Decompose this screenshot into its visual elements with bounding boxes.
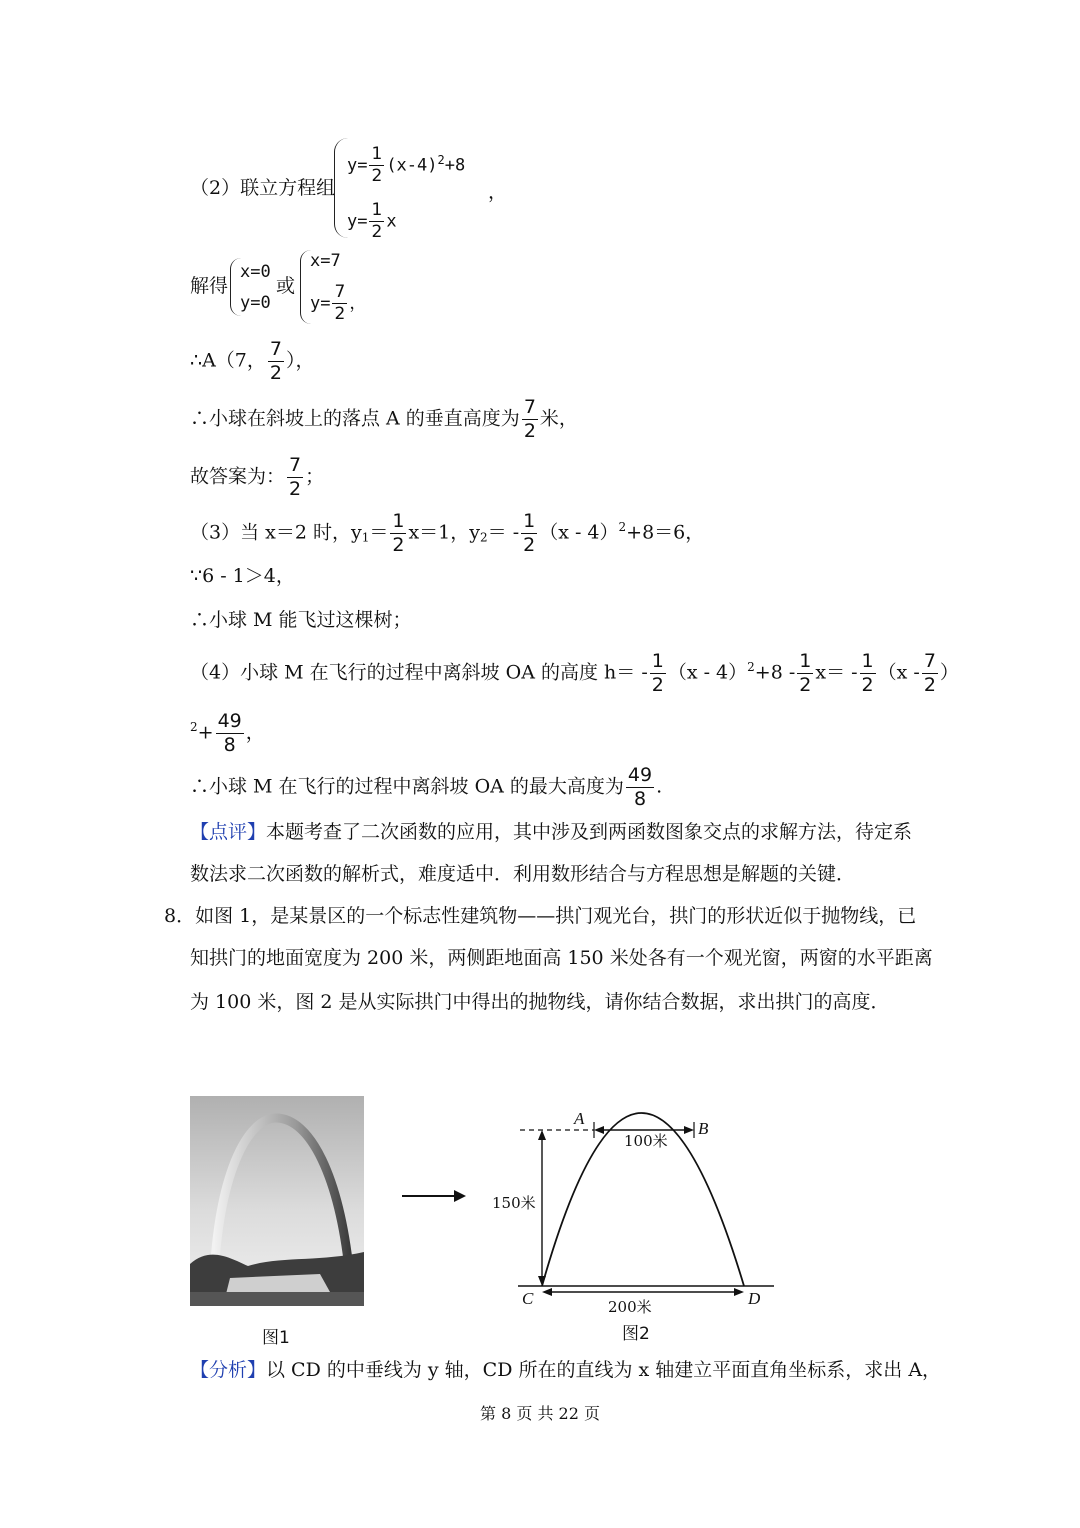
label-a: A [574, 1109, 585, 1128]
q8-line-3: 为 100 米，图 2 是从实际拱门中得出的抛物线，请你结合数据，求出拱门的高度． [190, 991, 890, 1013]
solution1-y: y=0 [240, 293, 271, 313]
equation-1: y= $\frac{1}{2}$ $(x-4)^2+8$ [347, 144, 466, 187]
label-d: D [748, 1289, 761, 1308]
label-b: B [698, 1119, 709, 1138]
q8-line-1: 8．如图 1，是某景区的一个标志性建筑物——拱门观光台，拱门的形状近似于抛物线，已 [164, 905, 917, 927]
review-tag: 【点评】 [190, 821, 267, 843]
figure-1-arch-photo [190, 1096, 364, 1306]
solution1-x: x=0 [240, 262, 271, 282]
analysis-line: 【分析】以 CD 的中垂线为 y 轴，CD 所在的直线为 x 轴建立平面直角坐标系，求出 A， [190, 1359, 942, 1381]
solution2-y: y= $\frac{7}{2}$ ， [310, 282, 367, 324]
solve-label: 解得 [190, 275, 229, 297]
dim-cd: 200米 [608, 1298, 652, 1316]
page-footer: 第 8 页 共 22 页 [480, 1404, 600, 1423]
part3-line: （3）当 x＝2 时，$y_1=$ $\frac{1}{2}$ x＝1，$y_2=$ - $\frac{1}{2}$ （x - 4）$^2$+8＝6， [190, 510, 705, 556]
q8-line-2: 知拱门的地面宽度为 200 米，两侧距地面高 150 米处各有一个观光窗，两窗的水平距离 [190, 947, 933, 969]
or-word: 或 [276, 275, 296, 297]
solution2-x: x=7 [310, 251, 341, 271]
arrow-right-icon [400, 1186, 468, 1206]
answer-line: 故答案为： $\frac{7}{2}$ ； [190, 454, 325, 500]
label-c: C [522, 1289, 534, 1308]
part4-continuation: $^2$+ $\frac{49}{8}$ ， [190, 710, 265, 756]
dim-height: 150米 [492, 1194, 536, 1212]
max-height-line: ∴小球 M 在飞行的过程中离斜坡 OA 的最大高度为 $\frac{49}{8}$ . [190, 764, 663, 810]
figure-2-parabola-diagram [490, 1060, 790, 1320]
analysis-tag: 【分析】 [190, 1359, 267, 1381]
point-a-line: ∴A（7， $\frac{7}{2}$ ）， [190, 338, 315, 384]
equation-comma: ， [488, 181, 508, 203]
conclusion-line: ∴小球 M 能飞过这棵树； [190, 609, 412, 631]
because-line: ∵6 - 1＞4， [190, 565, 295, 587]
part4-line: （4）小球 M 在飞行的过程中离斜坡 OA 的高度 h＝ - $\frac{1}{2}$ （x - 4）$^2$+8 - $\frac{1}{2}$ x＝ - $\frac{1}{2}$ （x - $\frac{7}{2}$ ） [190, 650, 959, 696]
dim-ab: 100米 [624, 1132, 668, 1150]
review-line-1: 【点评】本题考查了二次函数的应用，其中涉及到两函数图象交点的求解方法，待定系 [190, 821, 913, 843]
review-line-2: 数法求二次函数的解析式，难度适中．利用数形结合与方程思想是解题的关键． [190, 863, 856, 885]
figure-2-caption: 图2 [622, 1324, 650, 1344]
part2-label: （2）联立方程组 [190, 177, 336, 199]
height-line: ∴小球在斜坡上的落点 A 的垂直高度为 $\frac{7}{2}$ 米， [190, 396, 578, 442]
equation-2: y= $\frac{1}{2}$ x [347, 200, 397, 242]
figure-1-caption: 图1 [262, 1328, 290, 1348]
